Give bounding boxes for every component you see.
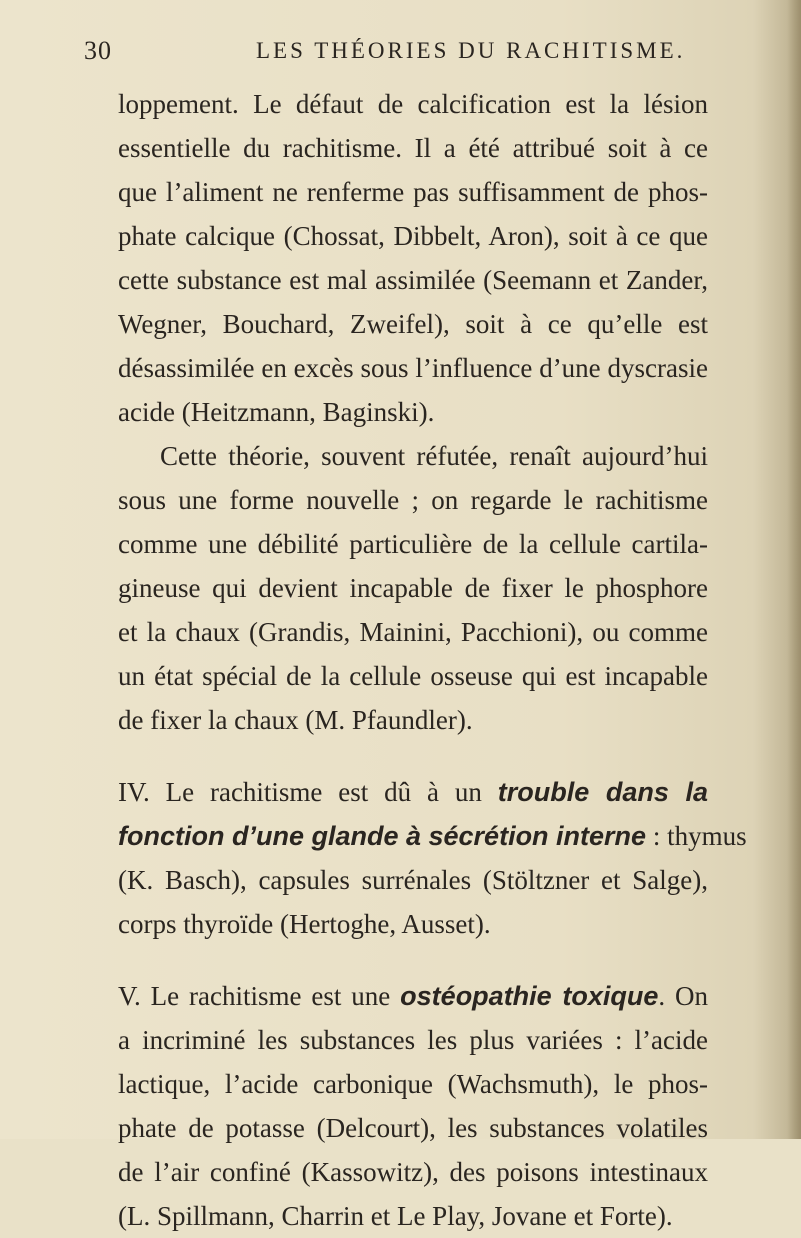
text-line: corps thyroïde (Hertoghe, Ausset).: [118, 909, 491, 939]
section-v-line: [118, 974, 708, 1018]
text-line: phate calcique (Chossat, Dibbelt, Aron), soit à ce que: [118, 221, 708, 251]
text-line: un état spécial de la cellule osseuse qui est incapable: [118, 661, 708, 691]
text-line: et la chaux (Grandis, Mainini, Pacchioni), ou comme: [118, 617, 708, 647]
section-iv-emphasis: fonction d’une glande à sécrétion interne: [118, 821, 647, 851]
text-line: sous une forme nouvelle ; on regarde le rachitisme: [118, 485, 708, 515]
text-line: essentielle du rachitisme. Il a été attribué soit à ce: [118, 133, 708, 163]
text-line: que l’aliment ne renferme pas suffisamment de phos-: [118, 177, 708, 207]
text-line: désassimilée en excès sous l’influence d’une dyscrasie: [118, 353, 708, 383]
section-iv-line: [118, 770, 708, 814]
section-v-emphasis: ostéopathie toxique: [400, 981, 659, 1011]
text-line: de fixer la chaux (M. Pfaundler).: [118, 705, 473, 735]
page-edge-shadow: [787, 0, 801, 1139]
running-title: LES THÉORIES DU RACHITISME.: [256, 38, 686, 63]
text-line: gineuse qui devient incapable de fixer le phosphore: [118, 573, 708, 603]
text-line: Cette théorie, souvent réfutée, renaît aujourd’hui: [160, 441, 708, 471]
text-line: acide (Heitzmann, Baginski).: [118, 397, 435, 427]
text-line: phate de potasse (Delcourt), les substances volatiles: [118, 1113, 708, 1143]
page-number: 30: [84, 36, 112, 65]
text-line: cette substance est mal assimilée (Seemann et Zander,: [118, 265, 708, 295]
section-iv-prefix: IV. Le rachitisme est dû à un: [118, 777, 498, 807]
section-gap: [118, 742, 708, 770]
text-line: loppement. Le défaut de calcification est la lésion: [118, 89, 708, 119]
text-line: de l’air confiné (Kassowitz), des poisons intestinaux: [118, 1157, 708, 1187]
text-line: (L. Spillmann, Charrin et Le Play, Jovane et Forte).: [118, 1201, 673, 1231]
section-v-prefix: V. Le rachitisme est une: [118, 981, 401, 1011]
text-line: lactique, l’acide carbonique (Wachsmuth), le phos-: [118, 1069, 708, 1099]
text-line: a incriminé les substances les plus variées : l’acide: [118, 1025, 708, 1055]
text-line: (K. Basch), capsules surrénales (Stöltzner et Salge),: [118, 865, 708, 895]
section-iv-line: [118, 814, 747, 858]
body-text: [118, 82, 747, 1238]
section-iv-suffix: : thymus: [646, 821, 747, 851]
text-line: Wegner, Bouchard, Zweifel), soit à ce qu’elle est: [118, 309, 708, 339]
section-iv-emphasis: trouble dans la: [497, 777, 708, 807]
page-header: [84, 36, 724, 72]
section-gap: [118, 946, 708, 974]
text-line: comme une débilité particulière de la cellule cartila-: [118, 529, 708, 559]
section-v-suffix: . On: [658, 981, 708, 1011]
